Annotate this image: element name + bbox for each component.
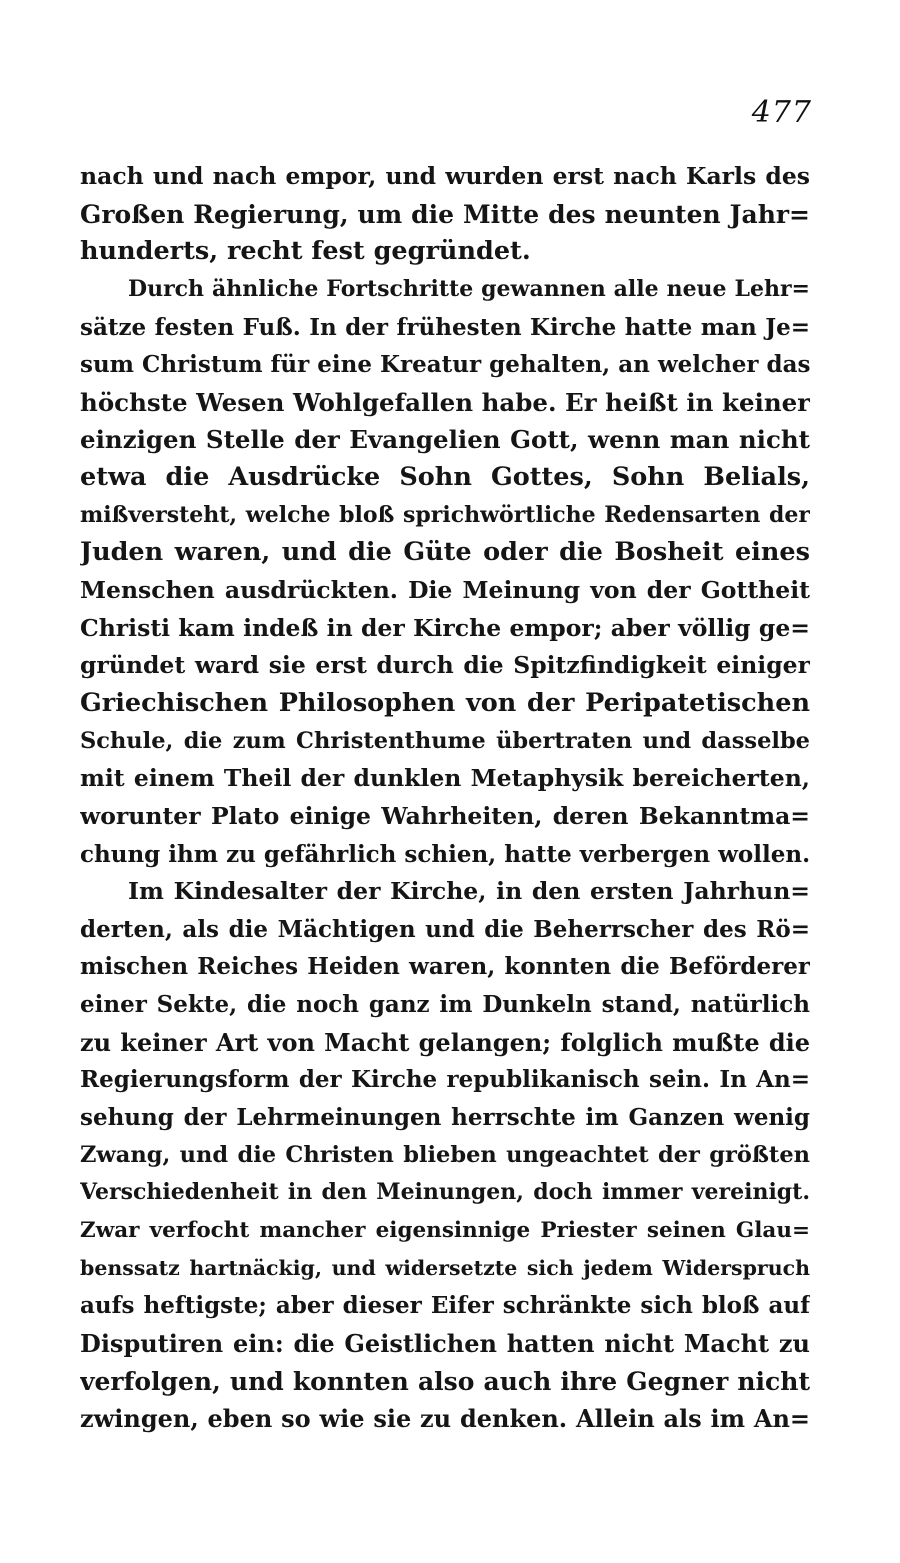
text-line: hunderts, recht fest gegründet.: [80, 236, 531, 267]
page-number: 477: [751, 95, 812, 130]
text-line: sehung der Lehrmeinungen herrschte im Ganzen wenig: [80, 1104, 810, 1132]
text-line: höchste Wesen Wohlgefallen habe. Er heißt in keiner: [80, 387, 810, 417]
text-line: Regierungsform der Kirche republikanisch sein. In An=: [80, 1066, 810, 1094]
text-line: benssatz hartnäckig, und widersetzte sich jedem Widerspruch: [80, 1255, 810, 1280]
text-line: einzigen Stelle der Evangelien Gott, wenn man nicht: [80, 425, 810, 455]
text-line: etwa die Ausdrücke Sohn Gottes, Sohn Belials,: [80, 462, 810, 493]
text-line: Menschen ausdrückten. Die Meinung von der Gottheit: [80, 576, 810, 605]
text-line: einer Sekte, die noch ganz im Dunkeln stand, natürlich: [80, 991, 810, 1019]
text-line: Großen Regierung, um die Mitte des neunten Jahr=: [80, 199, 810, 229]
body-text: [80, 158, 810, 1438]
text-line: Durch ähnliche Fortschritte gewannen alle neue Lehr=: [128, 275, 810, 302]
text-line: mischen Reiches Heiden waren, konnten die Beförderer: [80, 953, 810, 981]
text-line: sätze festen Fuß. In der frühesten Kirche hatte man Je=: [80, 313, 810, 341]
text-line: Zwar verfocht mancher eigensinnige Priester seinen Glau=: [80, 1217, 810, 1243]
text-line: chung ihm zu gefährlich schien, hatte verbergen wollen.: [80, 840, 810, 868]
text-line: aufs heftigste; aber dieser Eifer schränkte sich bloß auf: [80, 1292, 810, 1320]
text-line: mit einem Theil der dunklen Metaphysik bereicherten,: [80, 764, 810, 793]
text-line: nach und nach empor, und wurden erst nach Karls des: [80, 162, 810, 190]
text-line: Im Kindesalter der Kirche, in den ersten Jahrhun=: [128, 877, 810, 906]
text-line: Griechischen Philosophen von der Peripatetischen: [80, 687, 810, 718]
text-line: Schule, die zum Christenthume übertraten und dasselbe: [80, 727, 810, 754]
text-line: Disputiren ein: die Geistlichen hatten nicht Macht zu: [80, 1328, 810, 1358]
text-line: Verschiedenheit in den Meinungen, doch immer vereinigt.: [80, 1179, 810, 1206]
text-line: Christi kam indeß in der Kirche empor; aber völlig ge=: [80, 613, 810, 642]
text-line: verfolgen, und konnten also auch ihre Gegner nicht: [80, 1366, 810, 1396]
text-line: zwingen, eben so wie sie zu denken. Allein als im An=: [80, 1404, 810, 1434]
text-line: worunter Plato einige Wahrheiten, deren Bekanntma=: [80, 801, 810, 830]
text-line: derten, als die Mächtigen und die Beherrscher des Rö=: [80, 915, 810, 943]
text-line: Juden waren, und die Güte oder die Bosheit eines: [80, 537, 810, 568]
text-line: zu keiner Art von Macht gelangen; folglich mußte die: [80, 1027, 810, 1057]
text-line: sum Christum für eine Kreatur gehalten, an welcher das: [80, 351, 810, 379]
text-line: Zwang, und die Christen blieben ungeachtet der größten: [80, 1141, 810, 1168]
text-line: gründet ward sie erst durch die Spitzfindigkeit einiger: [80, 651, 810, 680]
text-line: mißversteht, welche bloß sprichwörtliche Redensarten der: [80, 501, 810, 528]
